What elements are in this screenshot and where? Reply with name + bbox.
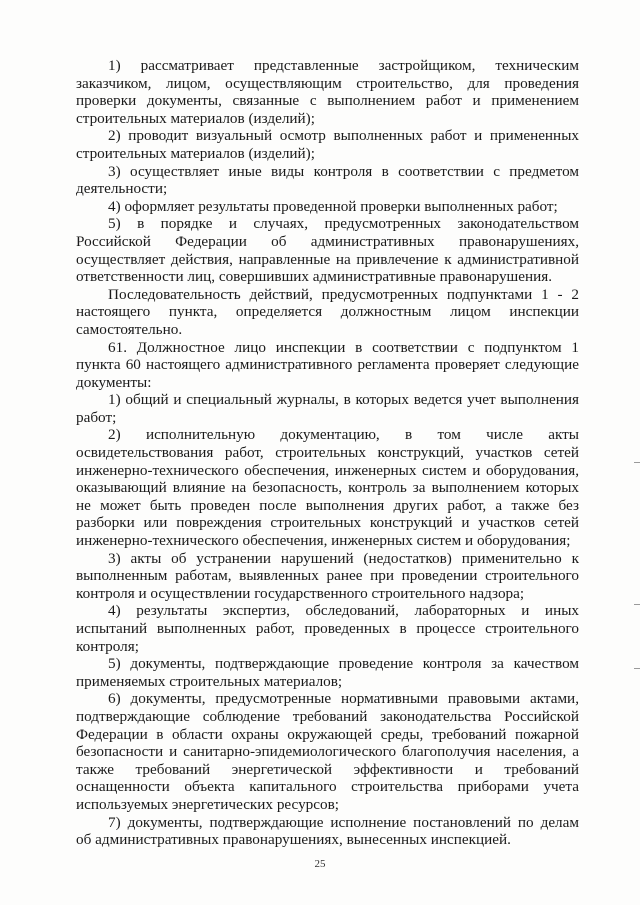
page-number: 25 [314, 858, 326, 870]
scan-edge-mark [634, 462, 640, 463]
paragraph-doc-5-material-quality: 5) документы, подтверждающие проведение контроля за качеством применяемых строительных материалов; [76, 655, 579, 690]
paragraph-sequence-note: Последовательность действий, предусмотренных подпунктами 1 - 2 настоящего пункта, определяется должностным лицом инспекции самостоятельно. [76, 285, 579, 338]
scan-edge-mark [634, 604, 640, 605]
paragraph-doc-6-regulatory-compliance: 6) документы, предусмотренные нормативными правовыми актами, подтверждающие соблюдение требований законодательства Российской Федерации в области охраны окружающей среды, требований пожарной безопасности и санитарно-эпидемиологического благополучия населения, а также требований энергетической эффективности и требований оснащенности объекта капитального строительства приборами учета используемых энергетических ресурсов; [76, 690, 579, 813]
paragraph-clause-61: 61. Должностное лицо инспекции в соответствии с подпунктом 1 пункта 60 настоящего административного регламента проверяет следующие документы: [76, 338, 579, 391]
paragraph-doc-4-test-results: 4) результаты экспертиз, обследований, лабораторных и иных испытаний выполненных работ, проведенных в процессе строительного контроля; [76, 602, 579, 655]
paragraph-doc-1-journals: 1) общий и специальный журналы, в которых ведется учет выполнения работ; [76, 391, 579, 426]
paragraph-doc-2-executive-documentation: 2) исполнительную документацию, в том числе акты освидетельствования работ, строительных конструкций, участков сетей инженерно-технического обеспечения, инженерных систем и оборудования, оказывающий влияние на безопасность, контроль за выполнением которых не может быть проведен после выполнения других работ, а также без разборки или повреждения строительных конструкций и участков сетей инженерно-технического обеспечения, инженерных систем и оборудования; [76, 426, 579, 550]
paragraph-doc-7-resolution-execution: 7) документы, подтверждающие исполнение постановлений по делам об административных правонарушениях, вынесенных инспекцией. [76, 813, 579, 849]
paragraph-item-4-record-results: 4) оформляет результаты проведенной проверки выполненных работ; [108, 197, 558, 215]
paragraph-doc-3-defect-acts: 3) акты об устранении нарушений (недостатков) применительно к выполненным работам, выявленных ранее при проведении строительного контроля и осуществлении государственного строительного надзора; [76, 549, 579, 602]
paragraph-item-5-administrative-actions: 5) в порядке и случаях, предусмотренных законодательством Российской Федерации об административных правонарушениях, осуществляет действия, направленные на привлечение к административной ответственности лиц, совершивших административные правонарушения. [76, 215, 579, 286]
document-body [76, 57, 579, 849]
paragraph-item-2-visual-inspection: 2) проводит визуальный осмотр выполненных работ и примененных строительных материалов (изделий); [76, 127, 579, 162]
paragraph-item-1-review-documents: 1) рассматривает представленные застройщиком, техническим заказчиком, лицом, осуществляющим строительство, для проведения проверки документы, связанные с выполнением работ и применением строительных материалов (изделий); [76, 57, 579, 127]
scan-edge-mark [634, 668, 640, 669]
paragraph-item-3-other-control: 3) осуществляет иные виды контроля в соответствии с предметом деятельности; [76, 162, 579, 198]
